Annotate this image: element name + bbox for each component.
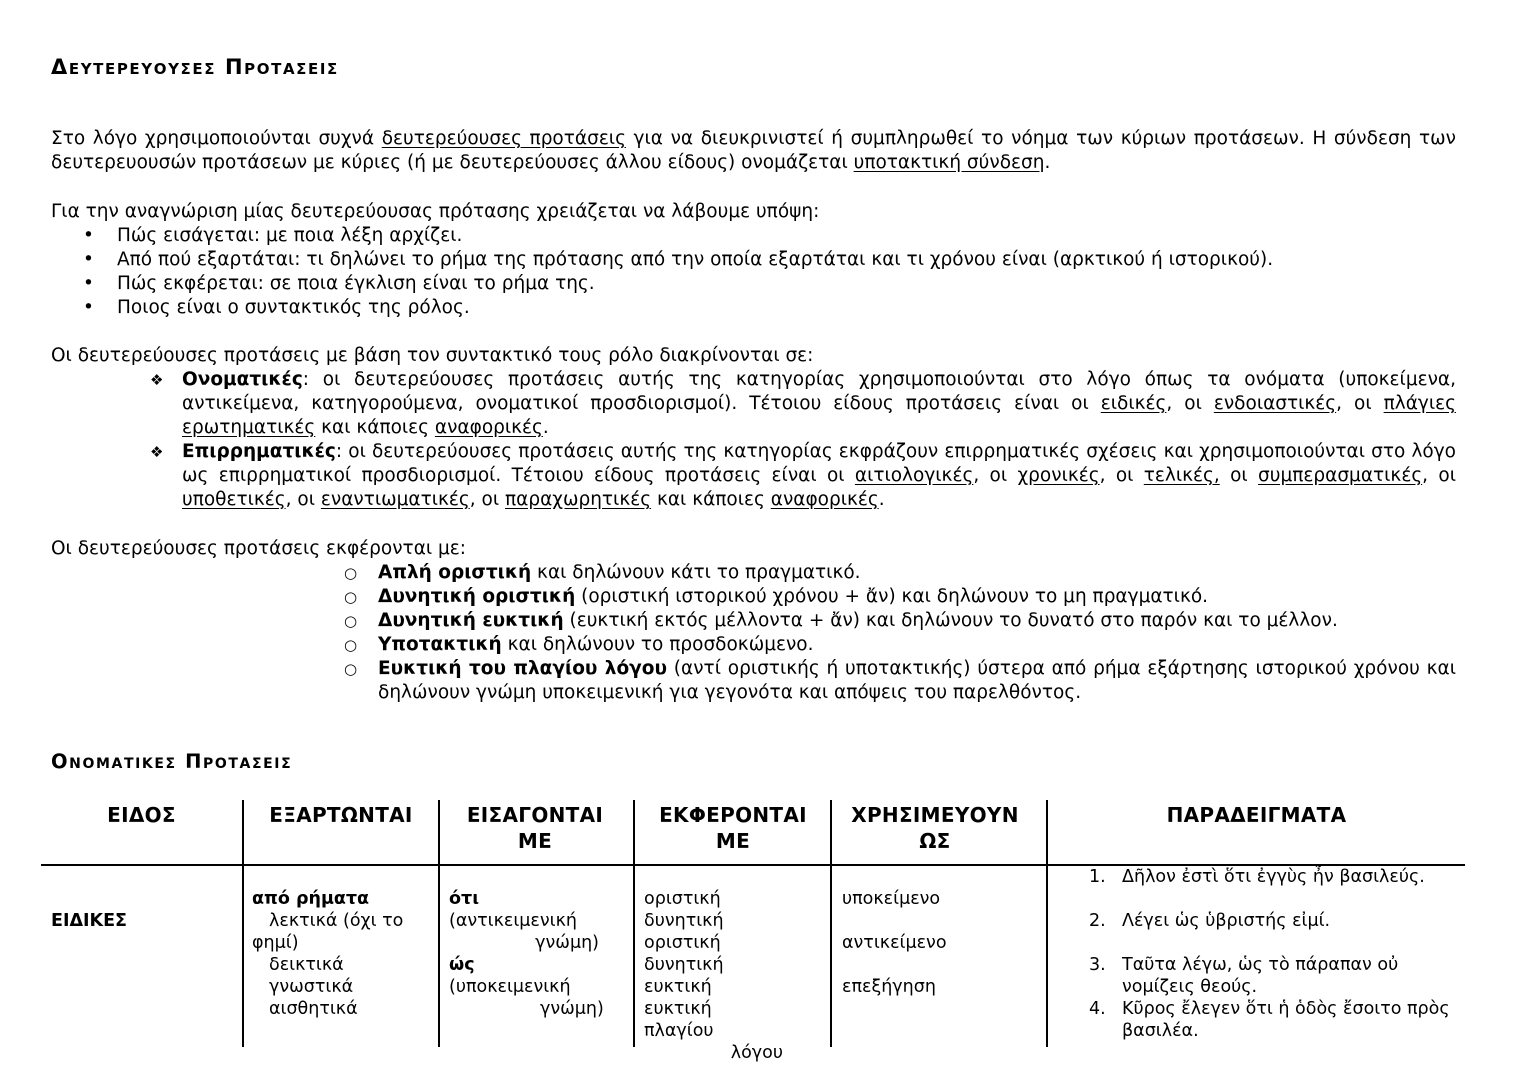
row-introduced [449, 888, 604, 1020]
mood-line: δυνητική ευκτική [644, 955, 724, 997]
term: αναφορικές [770, 489, 879, 510]
mood-text: (ευκτική εκτός μέλλοντα + ἄν) και δηλώνουν το δυνατό στο παρόν και το μέλλον. [563, 610, 1338, 631]
roles-lead: Οι δευτερεύουσες προτάσεις με βάση τον συντακτικό τους ρόλο διακρίνονται σε: [51, 345, 814, 366]
header-moods: ΕΚΦΕΡΟΝΤΑΙ ΜΕ [659, 803, 807, 853]
header-uses: ΧΡΗΣΙΜΕΥΟΥΝ ΩΣ [851, 803, 1019, 853]
list-item [1089, 910, 1459, 932]
list-item-adverbial [150, 440, 1456, 512]
column-divider [242, 800, 244, 1047]
term: συμπερασματικές [1258, 465, 1423, 486]
header-depends: ΕΞΑΡΤΩΝΤΑΙ [269, 803, 413, 827]
list-item: • Πώς εισάγεται: με ποια λέξη αρχίζει. [80, 224, 1273, 248]
depends-bold: από ρήματα [252, 889, 370, 909]
term: εναντιωματικές [320, 489, 470, 510]
mood-name: Ευκτική του πλαγίου λόγου [378, 658, 667, 679]
term: αιτιολογικές [854, 465, 974, 486]
example-number: 3. [1089, 955, 1106, 975]
header-examples: ΠΑΡΑΔΕΙΓΜΑΤΑ [1166, 803, 1347, 827]
row-depends [252, 888, 432, 1020]
header-kind: ΕΙΔΟΣ [107, 803, 176, 827]
conj-note: γνώμη) [540, 999, 604, 1019]
sep: , οι [1166, 393, 1214, 414]
depends-line: δεικτικά [269, 955, 344, 975]
mood-text: και δηλώνουν το προσδοκώμενο. [501, 634, 814, 655]
example-text: Λέγει ὡς ὑβριστής εἰμί. [1122, 911, 1331, 931]
term: παραχωρητικές [505, 489, 652, 510]
column-divider [438, 800, 440, 1047]
mood-line: λόγου [730, 1043, 783, 1063]
mood-name: Δυνητική οριστική [378, 586, 576, 607]
term-subordinate-connection: υποτακτική σύνδεση [853, 152, 1045, 173]
list-item [344, 585, 1456, 609]
column-divider [1046, 800, 1048, 1047]
roles-list [150, 368, 1456, 512]
conj-note: (αντικειμενική [449, 911, 577, 931]
list-item [344, 609, 1456, 633]
moods-lead: Οι δευτερεύουσες προτάσεις εκφέρονται με: [51, 538, 467, 559]
intro-paragraph [51, 127, 1456, 175]
intro-text-2: για να διευκρινιστεί ή συμπληρωθεί το νόημα των κύριων προτάσεων. Η σύνδεση των δευτερευουσών προτάσεων με κύριες (ή με δευτερεύουσες άλλου είδους) ονομάζεται [51, 128, 1456, 173]
conj-note: (υποκειμενική [449, 977, 571, 997]
sep: . [878, 489, 885, 510]
nominal-text: : οι δευτερεύουσες προτάσεις αυτής της κατηγορίας χρησιμοποιούνται στο λόγο όπως τα ονόματα (υποκείμενα, αντικείμενα, κατηγορούμενα, ονοματικοί προσδιορισμοί). Τέτοιου είδους προτάσεις είναι οι [182, 369, 1456, 414]
sep: , οι [1099, 465, 1144, 486]
use-line: αντικείμενο [842, 933, 947, 953]
list-item [1089, 866, 1459, 888]
row-kind: ΕΙΔΙΚΕΣ [51, 911, 127, 931]
term: χρονικές [1017, 465, 1100, 486]
recognition-list [80, 224, 1273, 320]
adverbial-text: : οι δευτερεύουσες προτάσεις αυτής της κατηγορίας εκφράζουν επιρρηματικές σχέσεις και χρησιμοποιούνται στο λόγο ως επιρρηματικοί προσδιορισμοί. Τέτοιου είδους προτάσεις είναι οι [182, 441, 1456, 486]
mood-text: και δηλώνουν κάτι το πραγματικό. [531, 562, 861, 583]
example-text: Ταῦτα λέγω, ὡς τὸ πάραπαν οὐ νομίζεις θεούς. [1122, 955, 1399, 997]
mood-line: ευκτική πλαγίου [644, 999, 714, 1041]
mood-name: Υποτακτική [378, 634, 502, 655]
nominal-label: Ονοματικές [182, 369, 303, 390]
mood-text: (οριστική ιστορικού χρόνου + ἄν) και δηλώνουν το μη πραγματικό. [575, 586, 1209, 607]
example-number: 4. [1089, 999, 1106, 1019]
intro-text-3: . [1044, 152, 1051, 173]
list-item [1089, 954, 1459, 998]
recognition-lead: Για την αναγνώριση μίας δευτερεύουσας πρότασης χρειάζεται να λάβουμε υπόψη: [51, 201, 820, 222]
example-text: Κῦρος ἔλεγεν ὅτι ἡ ὁδὸς ἔσοιτο πρὸς βασιλέα. [1122, 999, 1450, 1041]
header-introduced: ΕΙΣΑΓΟΝΤΑΙ ΜΕ [466, 803, 604, 853]
sep: και κάποιες [315, 417, 435, 438]
sep: , οι [469, 489, 505, 510]
list-item [344, 561, 1456, 585]
mood-name: Απλή οριστική [378, 562, 532, 583]
list-item [344, 657, 1456, 705]
depends-line: λεκτικά (όχι το [269, 911, 404, 931]
term: ειδικές [1100, 393, 1167, 414]
term: τελικές, [1143, 465, 1220, 486]
sep: . [542, 417, 549, 438]
page-title: Δευτερευουσες Προτασεις [51, 55, 339, 79]
conj-note: γνώμη) [535, 933, 599, 953]
sep: , οι [1336, 393, 1384, 414]
depends-line: γνωστικά [269, 977, 354, 997]
row-moods [644, 888, 783, 1064]
term-secondary-clauses: δευτερεύουσες προτάσεις [381, 128, 626, 149]
column-divider [633, 800, 635, 1047]
list-item [344, 633, 1456, 657]
conj-oti: ότι [449, 889, 480, 909]
adverbial-label: Επιρρηματικές [182, 441, 336, 462]
example-text: Δῆλον ἐστὶ ὅτι ἐγγὺς ἦν βασιλεύς. [1122, 867, 1425, 887]
sep: οι [1219, 465, 1259, 486]
sep: , οι [973, 465, 1018, 486]
conj-os: ώς [449, 955, 475, 975]
list-item-nominal [150, 368, 1456, 440]
section-title: Ονοματικες Προτασεις [51, 750, 293, 773]
term: υποθετικές [182, 489, 286, 510]
mood-line: οριστική [644, 889, 721, 909]
list-item: • Ποιος είναι ο συντακτικός της ρόλος. [80, 296, 1273, 320]
moods-list [344, 561, 1456, 705]
examples-list [1089, 866, 1459, 1042]
mood-text: (αντί οριστικής ή υποτακτικής) ύστερα από ρήμα εξάρτησης ιστορικού χρόνου και δηλώνουν γνώμη υποκειμενική για γεγονότα και απόψεις του παρελθόντος. [378, 658, 1456, 703]
row-uses [842, 888, 947, 998]
mood-name: Δυνητική ευκτική [378, 610, 564, 631]
list-item: • Από πού εξαρτάται: τι δηλώνει το ρήμα της πρότασης από την οποία εξαρτάται και τι χρόνου είναι (αρκτικού ή ιστορικού). [80, 248, 1273, 272]
list-item [1089, 998, 1459, 1042]
use-line: υποκείμενο [842, 889, 941, 909]
term: αναφορικές [434, 417, 543, 438]
depends-line: φημί) [252, 933, 299, 953]
list-item: • Πώς εκφέρεται: σε ποια έγκλιση είναι το ρήμα της. [80, 272, 1273, 296]
column-divider [830, 800, 832, 1047]
example-number: 1. [1089, 867, 1106, 887]
nominal-clauses-table [41, 800, 1465, 1063]
example-number: 2. [1089, 911, 1106, 931]
term: πλάγιες ερωτηματικές [182, 393, 1456, 438]
term: ενδοιαστικές [1213, 393, 1337, 414]
intro-text-1: Στο λόγο χρησιμοποιούνται συχνά [51, 128, 382, 149]
sep: , οι [285, 489, 321, 510]
sep: και κάποιες [651, 489, 771, 510]
sep: , οι [1422, 465, 1456, 486]
depends-line: αισθητικά [269, 999, 358, 1019]
use-line: επεξήγηση [842, 977, 936, 997]
mood-line: δυνητική οριστική [644, 911, 724, 953]
